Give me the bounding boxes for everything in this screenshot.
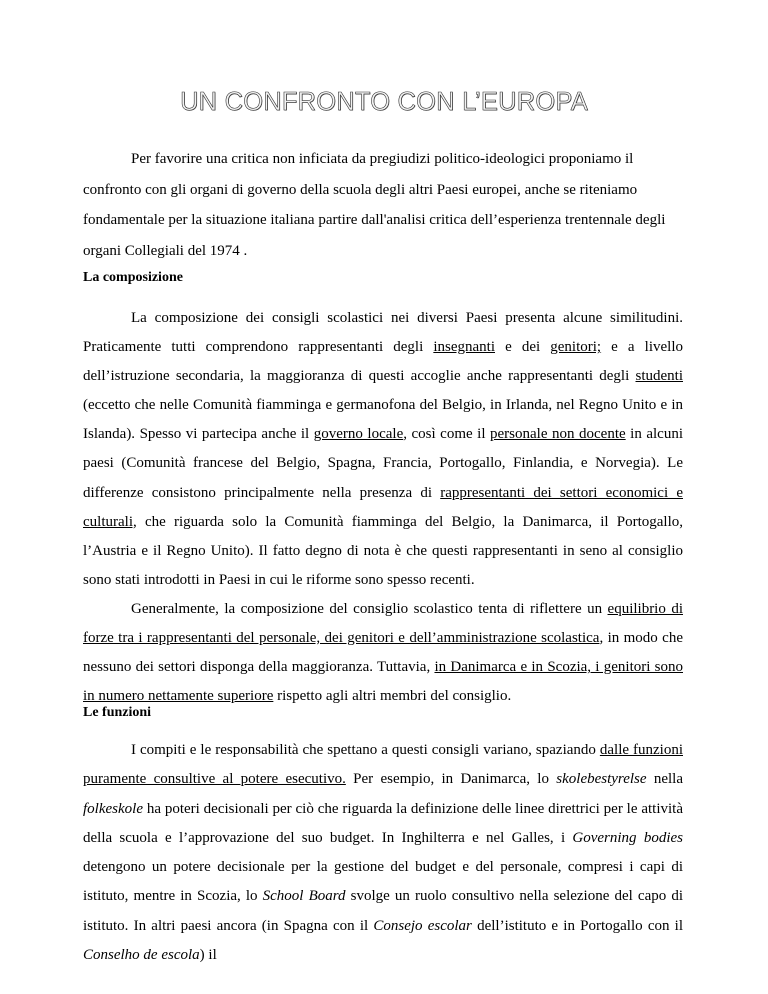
intro-text: Per favorire una critica non inficiata da pregiudizi politico-ideologici proponiamo il confronto con gli organi di governo della scuola degli altri Paesi europei, anche se riteniamo fondamentale per la situazione italiana partire dall'analisi critica dell’esperienza trentennale degli organi Collegiali del 1974 . [83, 151, 666, 259]
section-heading-composizione: La composizione [83, 270, 183, 285]
underlined-text: in Danimarca e in Scozia, i genitori sono in numero nettamente superiore [83, 659, 683, 705]
text-run: ha poteri decisionali per ciò che riguarda la definizione delle linee direttrici per le attività della scuola e l’approvazione del suo budget. In Inghilterra e nel Galles, i [83, 800, 683, 846]
text-run: svolge un ruolo consultivo nella selezione del capo di istituto. In altri paesi ancora (in Spagna con il [83, 888, 683, 934]
underlined-text: studenti [635, 368, 683, 385]
italic-term: School Board [262, 888, 346, 905]
underlined-text: equilibrio di forze tra i rappresentanti del personale, dei genitori e dell’amministrazione scolastica [83, 600, 683, 647]
underlined-text: personale non docente [490, 426, 626, 443]
italic-term: Consejo escolar [373, 917, 472, 934]
text-run: e a livello dell’istruzione secondaria, la maggioranza di questi accoglie anche rappresentanti degli [83, 339, 683, 385]
text-run: , così come il [403, 426, 491, 443]
section-funzioni-body [83, 736, 683, 970]
text-run: I compiti e le responsabilità che spettano a questi consigli variano, spaziando [131, 742, 600, 758]
funzioni-paragraph-1 [83, 736, 683, 970]
text-run: ) il [199, 947, 217, 964]
italic-term: Conselho de escola [83, 947, 200, 964]
page-title: UN CONFRONTO CON L’EUROPA [180, 88, 588, 116]
underlined-text: insegnanti [433, 339, 495, 356]
underlined-text: rappresentanti dei settori economici e culturali, [83, 484, 683, 530]
text-run: detengono un potere decisionale per la gestione del budget e del personale, compresi i capi di istituto, mentre in Scozia, lo [83, 859, 683, 905]
section-heading-funzioni: Le funzioni [83, 705, 152, 720]
text-run: che riguarda solo la Comunità fiamminga del Belgio, la Danimarca, il Portogallo, l’Austria e il Regno Unito). Il fatto degno di nota è che questi rappresentanti in seno al consiglio sono stati introdotti in Paesi in cui le riforme sono spesso recenti. [83, 513, 683, 588]
text-run: (eccetto che nelle Comunità fiamminga e germanofona del Belgio, in Irlanda, nel Regno Unito e in Islanda). Spesso vi partecipa anche il [83, 397, 683, 443]
text-run: rispetto agli altri membri del consiglio. [273, 688, 512, 705]
underlined-text: dalle funzioni puramente consultive al potere esecutivo. [83, 742, 683, 788]
italic-term: folkeskole [83, 800, 143, 817]
intro-paragraph [83, 144, 683, 266]
composizione-paragraph-2 [83, 595, 683, 711]
text-run: e dei [495, 339, 551, 356]
section-composizione-body [83, 304, 683, 711]
text-run: Per esempio, in Danimarca, lo [345, 771, 557, 788]
italic-term: Governing bodies [572, 829, 683, 846]
text-run: nella [646, 771, 683, 788]
text-run: Generalmente, la composizione del consiglio scolastico tenta di riflettere un [131, 600, 608, 617]
text-run: La composizione dei consigli scolastici nei diversi Paesi presenta alcune similitudini. Praticamente tutti comprendono rappresentanti degli [83, 310, 683, 356]
text-run: , in modo che nessuno dei settori disponga della maggioranza. Tuttavia, [83, 630, 683, 676]
text-run: in alcuni paesi (Comunità francese del Belgio, Spagna, Francia, Portogallo, Finlandia, e Norvegia). Le differenze consistono principalmente nella presenza di [83, 426, 683, 501]
italic-term: skolebestyrelse [556, 771, 647, 788]
composizione-paragraph-1 [83, 304, 683, 595]
text-run: dell’istituto e in Portogallo con il [471, 917, 683, 934]
underlined-text: governo locale [313, 426, 404, 443]
underlined-text: genitori; [550, 339, 602, 356]
